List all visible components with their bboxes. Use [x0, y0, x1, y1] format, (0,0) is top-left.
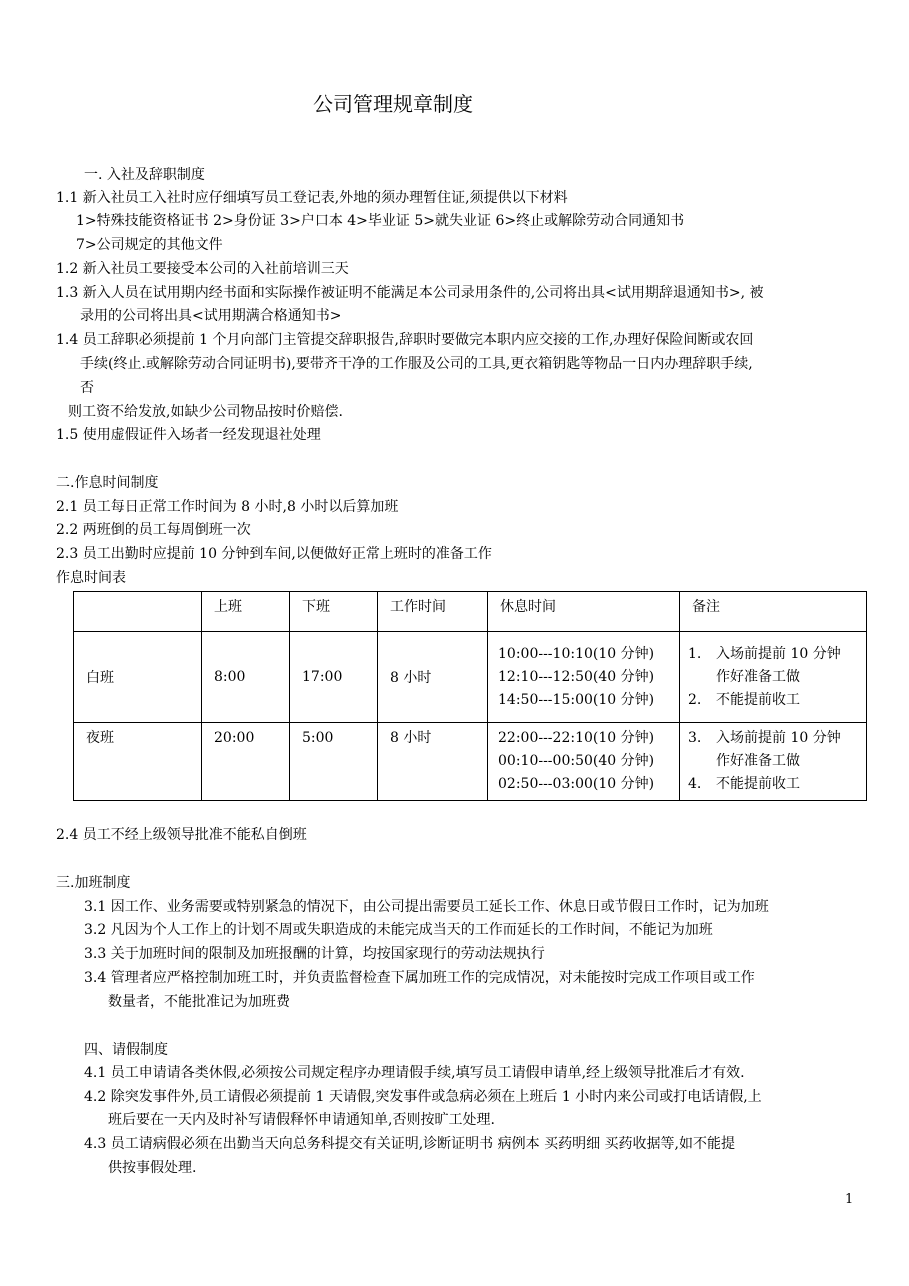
paragraph-2-4: 2.4 员工不经上级领导批准不能私自倒班 — [56, 827, 307, 843]
section-heading-2: 二.作息时间制度 — [56, 475, 159, 491]
paragraph-2-1: 2.1 员工每日正常工作时间为 8 小时,8 小时以后算加班 — [56, 499, 399, 515]
break-slot: 14:50---15:00(10 分钟) — [498, 691, 655, 708]
note-text-cont: 作好准备工做 — [716, 668, 800, 685]
paragraph-3-3: 3.3 关于加班时间的限制及加班报酬的计算，均按国家现行的劳动法规执行 — [84, 946, 545, 962]
paragraph-4-2-cont: 班后要在一天内及时补写请假释怀申请通知单,否则按旷工处理. — [108, 1112, 495, 1128]
paragraph-3-4-cont: 数量者，不能批准记为加班费 — [108, 994, 290, 1010]
note-text: 不能提前收工 — [716, 691, 800, 708]
header-cell-hours: 工作时间 — [378, 592, 488, 632]
paragraph-1-4: 1.4 员工辞职必须提前 1 个月向部门主管提交辞职报告,辞职时要做完本职内应交接的工作,办理好保险间断或农回 — [56, 332, 754, 348]
paragraph-4-3: 4.3 员工请病假必须在出勤当天向总务科提交有关证明,诊断证明书 病例本 买药明细 买药收据等,如不能提 — [84, 1136, 735, 1152]
shift-end-cell: 5:00 — [290, 723, 378, 801]
paragraph-2-2: 2.2 两班倒的员工每周倒班一次 — [56, 522, 251, 538]
shift-hours-cell: 8 小时 — [378, 632, 488, 723]
paragraph-3-1: 3.1 因工作、业务需要或特别紧急的情况下，由公司提出需要员工延长工作、休息日或节假日工作时，记为加班 — [84, 899, 769, 915]
note-number: 2. — [688, 691, 702, 708]
paragraph-1-3: 1.3 新入人员在试用期内经书面和实际操作被证明不能满足本公司录用条件的,公司将出具<试用期辞退通知书>, 被 — [56, 285, 764, 301]
header-cell-notes: 备注 — [680, 592, 867, 632]
header-cell-start: 上班 — [202, 592, 290, 632]
note-text: 不能提前收工 — [716, 776, 800, 792]
break-slot: 22:00---22:10(10 分钟) — [498, 730, 655, 746]
shift-end-cell: 17:00 — [290, 632, 378, 723]
note-item — [688, 773, 866, 796]
paragraph-1-5: 1.5 使用虚假证件入场者一经发现退社处理 — [56, 427, 321, 443]
note-text: 入场前提前 10 分钟 — [716, 645, 841, 662]
note-item — [688, 727, 866, 750]
table-caption: 作息时间表 — [56, 570, 126, 586]
table-row-day-shift — [74, 632, 867, 723]
paragraph-2-3: 2.3 员工出勤时应提前 10 分钟到车间,以便做好正常上班时的准备工作 — [56, 546, 492, 562]
section-heading-4: 四、请假制度 — [84, 1042, 168, 1058]
section-heading-3: 三.加班制度 — [56, 875, 131, 891]
header-cell-empty — [74, 592, 202, 632]
paragraph-1-4-cont: 手续(终止.或解除劳动合同证明书),要带齐干净的工作服及公司的工具,更衣箱钥匙等物品一日内办理辞职手续, — [80, 356, 753, 372]
section-heading-1: 一. 入社及辞职制度 — [84, 167, 205, 183]
paragraph-4-3-cont: 供按事假处理. — [108, 1160, 197, 1176]
paragraph-1-3-cont: 录用的公司将出具<试用期满合格通知书> — [80, 308, 342, 324]
paragraph-3-2: 3.2 凡因为个人工作上的计划不周或失职造成的未能完成当天的工作而延长的工作时间，不能记为加班 — [84, 922, 713, 938]
paragraph-1-1-materials: 1>特殊技能资格证书 2>身份证 3>户口本 4>毕业证 5>就失业证 6>终止或解除劳动合同通知书 — [76, 213, 685, 229]
note-text-cont: 作好准备工做 — [716, 753, 800, 769]
paragraph-4-1: 4.1 员工申请请各类休假,必须按公司规定程序办理请假手续,填写员工请假申请单,经上级领导批准后才有效. — [84, 1065, 745, 1081]
note-text: 入场前提前 10 分钟 — [716, 730, 841, 746]
paragraph-1-4-cont3: 则工资不给发放,如缺少公司物品按时价赔偿. — [68, 404, 343, 420]
note-number: 3. — [688, 730, 702, 746]
shift-start-cell: 20:00 — [202, 723, 290, 801]
schedule-table — [73, 591, 867, 801]
shift-name-cell: 白班 — [74, 632, 202, 723]
paragraph-1-2: 1.2 新入社员工要接受本公司的入社前培训三天 — [56, 261, 349, 277]
shift-hours-cell: 8 小时 — [378, 723, 488, 801]
paragraph-1-1-materials-cont: 7>公司规定的其他文件 — [76, 237, 223, 253]
page-title: 公司管理规章制度 — [313, 92, 473, 116]
paragraph-1-4-cont2: 否 — [80, 380, 94, 396]
shift-notes-cell — [680, 723, 867, 801]
shift-notes-cell — [680, 632, 867, 723]
break-slot: 10:00---10:10(10 分钟) — [498, 645, 655, 662]
shift-name-cell: 夜班 — [74, 723, 202, 801]
header-cell-end: 下班 — [290, 592, 378, 632]
page-number: 1 — [845, 1192, 854, 1207]
shift-start-cell: 8:00 — [202, 632, 290, 723]
note-item — [688, 689, 866, 712]
shift-breaks-cell — [488, 723, 680, 801]
paragraph-1-1: 1.1 新入社员工入社时应仔细填写员工登记表,外地的须办理暂住证,须提供以下材料 — [56, 190, 568, 206]
table-row-night-shift — [74, 723, 867, 801]
header-cell-breaks: 休息时间 — [488, 592, 680, 632]
note-item — [688, 643, 866, 666]
table-header-row — [74, 592, 867, 632]
break-slot: 00:10---00:50(40 分钟) — [498, 753, 655, 769]
paragraph-4-2: 4.2 除突发事件外,员工请假必须提前 1 天请假,突发事件或急病必须在上班后 1 小时内来公司或打电话请假,上 — [84, 1089, 762, 1105]
break-slot: 12:10---12:50(40 分钟) — [498, 668, 655, 685]
paragraph-3-4: 3.4 管理者应严格控制加班工时，并负责监督检查下属加班工作的完成情况，对未能按时完成工作项目或工作 — [84, 970, 755, 986]
break-slot: 02:50---03:00(10 分钟) — [498, 776, 655, 792]
shift-breaks-cell — [488, 632, 680, 723]
note-number: 4. — [688, 776, 702, 792]
note-number: 1. — [688, 645, 702, 662]
